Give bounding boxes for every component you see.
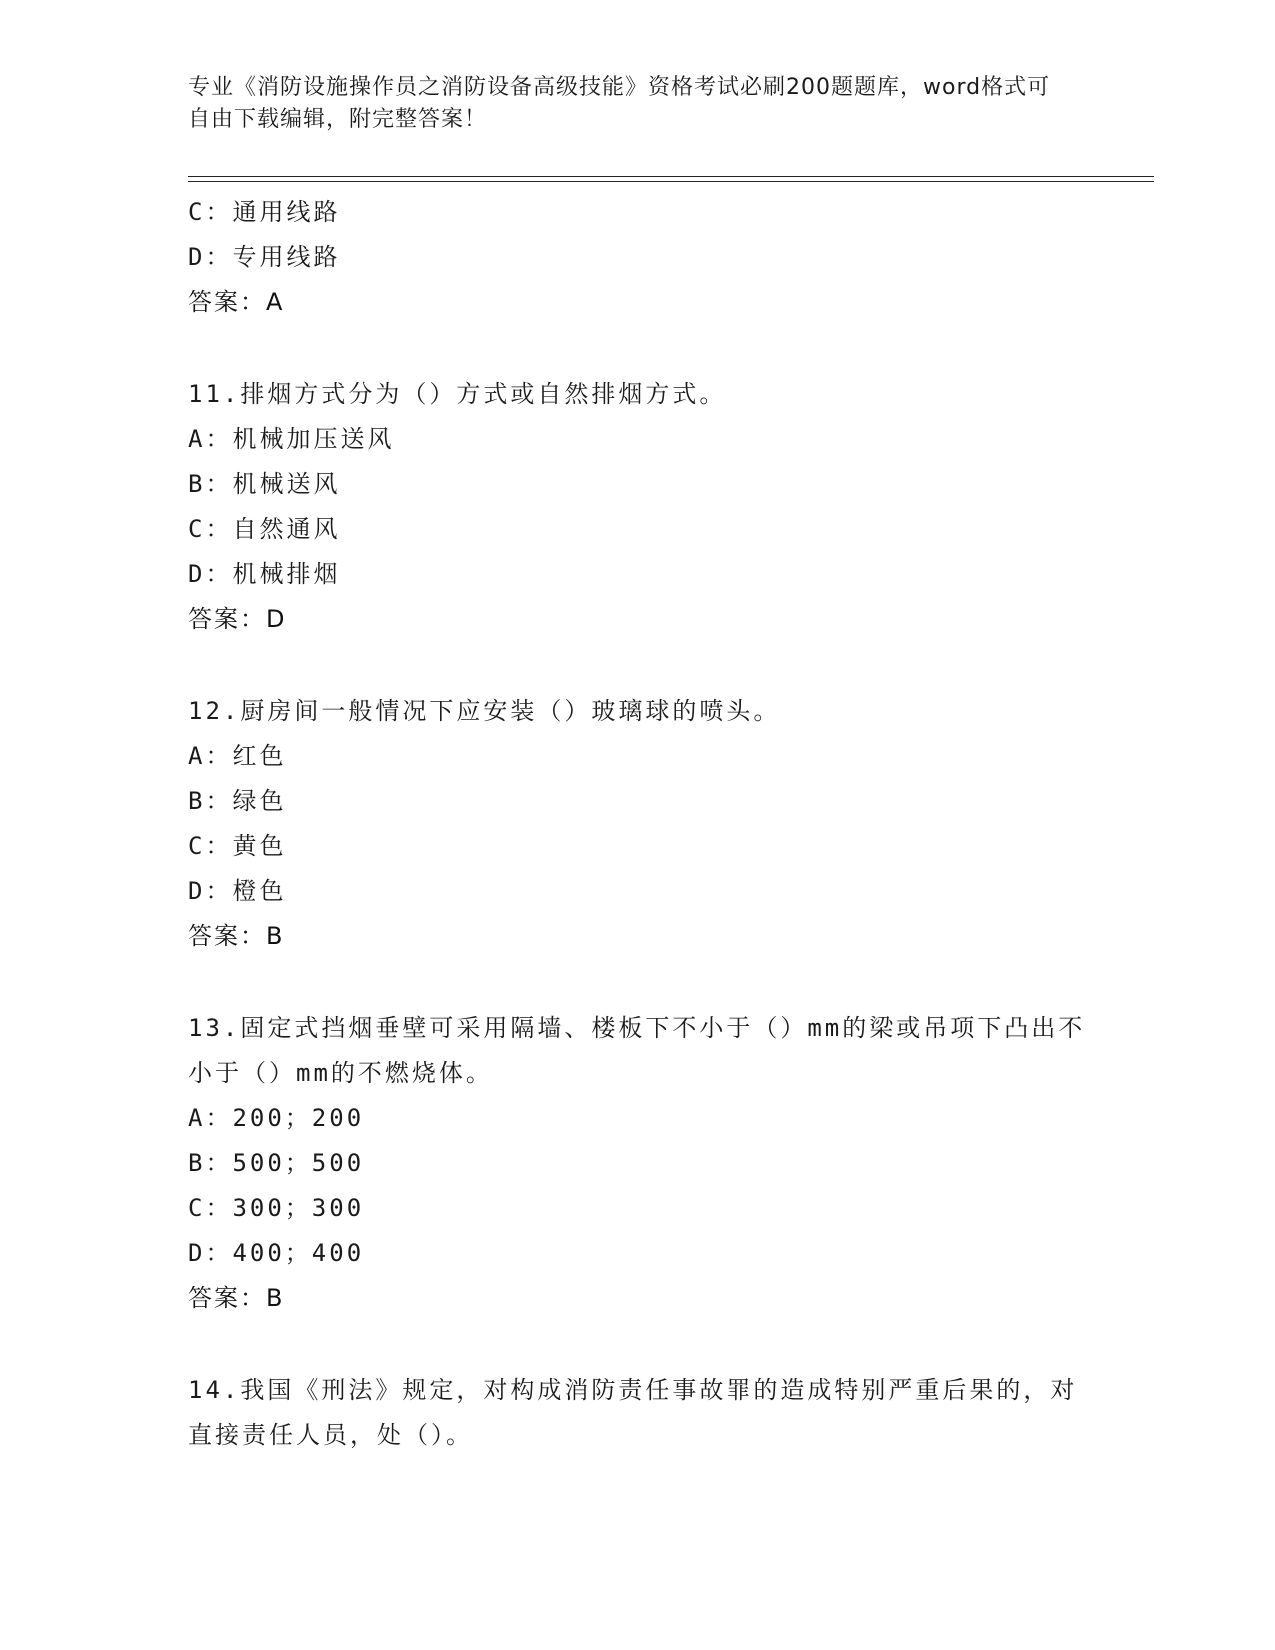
- header-rule-top: [188, 176, 1154, 177]
- option-a: A：红色: [188, 742, 287, 770]
- answer: 答案：A: [188, 288, 285, 316]
- document-header: 专业《消防设施操作员之消防设备高级技能》资格考试必刷200题题库，word格式可自由下载编辑，附完整答案！: [188, 75, 1051, 132]
- question-11: [188, 372, 1088, 642]
- option-b: B：绿色: [188, 787, 287, 815]
- question-text: 14.我国《刑法》规定，对构成消防责任事故罪的造成特别严重后果的，对直接责任人员，处（）。: [188, 1376, 1078, 1449]
- spacer: [188, 325, 1088, 372]
- option-a: A：200；200: [188, 1104, 365, 1132]
- option-d: D：机械排烟: [188, 560, 341, 588]
- option-c: C：300；300: [188, 1194, 365, 1222]
- question-text: 11.排烟方式分为（）方式或自然排烟方式。: [188, 380, 727, 408]
- answer: 答案：B: [188, 1284, 285, 1312]
- option-c: C：自然通风: [188, 515, 341, 543]
- option-c: C：黄色: [188, 832, 287, 860]
- header-rule-bottom: [188, 181, 1154, 182]
- spacer: [188, 1321, 1088, 1368]
- question-14: [188, 1368, 1088, 1458]
- question-text: 13.固定式挡烟垂壁可采用隔墙、楼板下不小于（）mm的梁或吊项下凸出不小于（）mm的不燃烧体。: [188, 1014, 1086, 1087]
- option-d: D：橙色: [188, 877, 287, 905]
- question-list: [188, 190, 1088, 1458]
- option-c: C：通用线路: [188, 198, 341, 226]
- option-d: D：400；400: [188, 1239, 365, 1267]
- question-10-continued: [188, 190, 1088, 325]
- spacer: [188, 959, 1088, 1006]
- option-b: B：机械送风: [188, 470, 341, 498]
- answer: 答案：D: [188, 605, 287, 633]
- question-text: 12.厨房间一般情况下应安装（）玻璃球的喷头。: [188, 697, 781, 725]
- answer: 答案：B: [188, 922, 285, 950]
- spacer: [188, 642, 1088, 689]
- option-d: D：专用线路: [188, 243, 341, 271]
- option-b: B：500；500: [188, 1149, 365, 1177]
- question-13: [188, 1006, 1088, 1321]
- question-12: [188, 689, 1088, 959]
- option-a: A：机械加压送风: [188, 425, 395, 453]
